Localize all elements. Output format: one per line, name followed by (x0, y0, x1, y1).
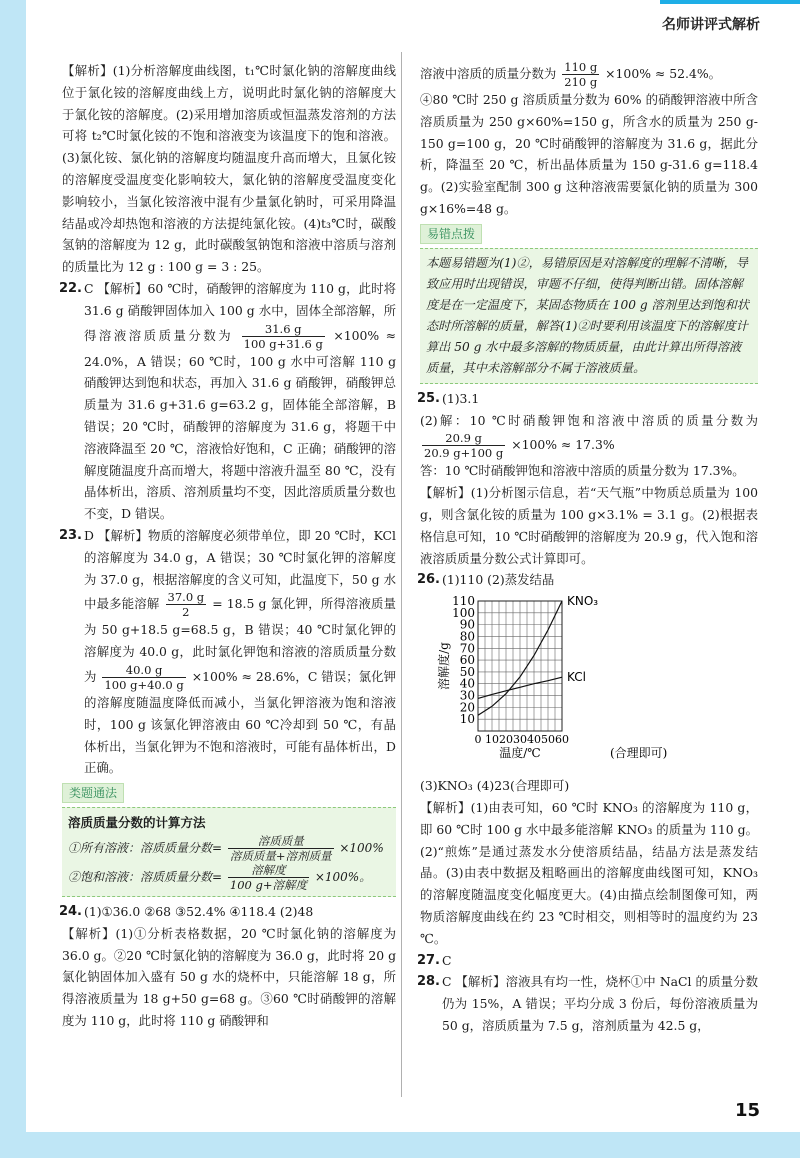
y-tick-label: 10 (459, 712, 475, 727)
method-tag: 类题通法 (62, 783, 124, 803)
method-formula-1 (68, 834, 390, 863)
x-tick-label: 20 (499, 733, 513, 747)
fraction-denominator: 溶质质量+溶剂质量 (229, 848, 332, 863)
x-tick-label: 10 (485, 733, 499, 747)
fraction-numerator: 溶解度 (228, 863, 309, 878)
question-number: 22. (58, 280, 82, 296)
fraction-denominator: 20.9 g+100 g (424, 446, 504, 461)
solubility-chart-container (420, 593, 758, 773)
x-tick-label: 40 (527, 733, 541, 747)
fraction-denominator: 2 (182, 605, 190, 620)
tip-tag: 易错点拨 (420, 224, 482, 244)
y-tick-label: 20 (459, 700, 475, 715)
question-number: 24. (58, 903, 82, 919)
left-column (58, 60, 397, 1032)
header-stripe (660, 0, 800, 4)
series-label: KCl (567, 670, 586, 685)
q25-answer-statement: 答：10 ℃时硝酸钾饱和溶液中溶质的质量分数为 17.3%。 (420, 463, 745, 479)
series-label: KNO₃ (567, 594, 599, 609)
q22-fraction (242, 322, 325, 351)
y-tick-label: 30 (459, 688, 475, 703)
question-number: 26. (416, 572, 440, 588)
column-divider (401, 52, 402, 1097)
q23-fraction-1 (166, 590, 207, 619)
method-box (62, 807, 396, 897)
y-tick-label: 60 (459, 653, 475, 668)
question-23 (58, 525, 397, 779)
x-tick-label: 0 (474, 733, 482, 747)
right-column (416, 60, 758, 1037)
formula-tail: ×100% (339, 840, 384, 855)
page-number: 15 (734, 1100, 760, 1121)
question-number: 28. (416, 974, 440, 990)
q25-answer: (1)3.1 (442, 390, 480, 406)
q24-answer: (1)①36.0 ②68 ③52.4% ④118.4 (2)48 (84, 903, 314, 919)
x-tick-label: 60 (555, 733, 569, 747)
q21-analysis: 【解析】(1)分析溶解度曲线图，t₁℃时氯化钠的溶解度曲线位于氯化铵的溶解度曲线上方，说明此时氯化钠的溶解度大于氯化铵的溶解度。(2)采用增加溶质或恒温蒸发溶剂的方法可将 t₂℃时氯化铵的不饱和溶液变为该温度下的饱和溶液。(3)氯化铵、氯化钠的溶解度均随温度升高而增大，且氯化铵的溶解度受温度变化影响较大，氯化钠的溶解度受温度变化影响较小，当氯化铵溶液中混有少量氯化钠时，可采用降温结晶或冷却热饱和溶液的方法提纯氯化铵。(4)t₃℃时，碳酸氢钠的溶解度为 12 g，此时碳酸氢钠饱和溶液中溶质与溶剂的质量比为 12 g : 100 g = 3 : 25。 (62, 63, 396, 275)
q25-fraction (422, 431, 505, 460)
q23-text-b: = 18.5 g 氯化钾，所得溶液质量为 50 g+18.5 g=68.5 g，B 错误；40 ℃时氯化钾的溶解度为 40.0 g，此时氯化钾饱和溶液的溶质质量分数为 (84, 596, 397, 684)
fraction-denominator: 100 g+31.6 g (243, 336, 323, 351)
q23-text-c: ×100% ≈ 28.6%，C 错误；氯化钾的溶解度随温度降低而减小，当氯化钾溶液为饱和溶液时，100 g 该氯化钾溶液由 60 ℃冷却到 50 ℃，有晶体析出，当氯化钾为不饱和溶液时，可能有晶体析出，D 正确。 (84, 668, 396, 776)
q26-answer-2: (3)KNO₃ (4)23(合理即可) (420, 778, 570, 794)
solubility-chart (420, 593, 758, 773)
question-number: 27. (416, 952, 440, 968)
question-26 (416, 569, 758, 591)
question-24 (58, 901, 396, 923)
method-formula-2 (68, 863, 390, 892)
q27-answer: C (442, 952, 452, 968)
q22-text-b: ×100% ≈ 24.0%，A 错误；60 ℃时，100 g 水中可溶解 110 g 硝酸钾达到饱和状态，再加入 31.6 g 硝酸钾，硝酸钾总质量为 31.6 g+31.6 g=63.2 g，固体能全部溶解，B 错误；20 ℃时，硝酸钾的溶解度为 31.6 g，将题干中溶液降温至 20 ℃，溶液恰好饱和，C 正确；硝酸钾的溶解度随温度升高而增大，将题中溶液升温至 80 ℃，没有晶体析出，溶质、溶剂质量均不变，因此溶质质量分数也不变，D 错误。 (84, 327, 396, 522)
q25-analysis: 【解析】(1)分析图示信息，若“天气瓶”中物质总质量为 100 g，则含氯化铵的质量为 100 g×3.1% = 3.1 g。(2)根据表格信息可知，10 ℃时硝酸钾的溶解度为 20.9 g，代入饱和溶液溶质质量分数公式计算即可。 (420, 485, 758, 566)
fraction-numerator: 110 g (564, 60, 598, 74)
fraction-denominator: 100 g+溶解度 (229, 877, 307, 892)
y-tick-label: 50 (459, 665, 475, 680)
question-27 (416, 950, 758, 972)
y-tick-label: 80 (459, 629, 475, 644)
running-header: 名师讲评式解析 (662, 17, 760, 33)
method-title: 溶质质量分数的计算方法 (68, 815, 206, 831)
q26-analysis: 【解析】(1)由表可知，60 ℃时 KNO₃ 的溶解度为 110 g，即 60 ℃时 100 g 水中最多能溶解 KNO₃ 的质量为 110 g。(2)“煎炼”是通过蒸发水分使溶质结晶，结晶方法是蒸发结晶。(3)由表中数据及粗略画出的溶解度曲线图可知，KNO₃ 的溶解度随温度变化幅度更大。(4)由描点绘制图像可知，两物质溶解度曲线在约 23 ℃时相交，则相等时的温度约为 23 ℃。 (420, 799, 758, 946)
q24-analysis: 【解析】(1)①分析表格数据，20 ℃时氯化钠的溶解度为 36.0 g。②20 ℃时氯化钠的溶解度为 36.0 g，此时将 20 g 氯化钠固体加入盛有 50 g 水的烧杯中，只能溶解 18 g，所得溶液质量为 18 g+50 g=68 g。③60 ℃时硝酸钾的溶解度为 110 g，此时将 110 g 硝酸钾和 (62, 925, 396, 1028)
bottom-decorative-band (0, 1132, 800, 1158)
question-number: 25. (416, 390, 440, 406)
q24-fraction (562, 60, 599, 89)
fraction-numerator: 40.0 g (102, 663, 185, 678)
fraction-numerator: 20.9 g (422, 431, 505, 446)
y-tick-label: 100 (452, 605, 475, 620)
fraction-denominator: 210 g (564, 75, 598, 89)
y-tick-label: 110 (452, 594, 475, 609)
fraction-denominator: 100 g+40.0 g (104, 677, 184, 692)
y-tick-label: 70 (459, 641, 475, 656)
left-decorative-band (0, 0, 26, 1158)
question-28 (416, 971, 758, 1036)
chart-note: (合理即可) (610, 746, 668, 761)
q26-answer: (1)110 (2)蒸发结晶 (442, 572, 555, 588)
q24-cont-text-a: 溶液中溶质的质量分数为 (420, 66, 557, 81)
question-25 (416, 388, 758, 410)
fraction-numerator: 37.0 g (167, 590, 205, 605)
q23-fraction-2 (102, 663, 185, 692)
y-tick-label: 90 (459, 617, 475, 632)
question-number: 23. (58, 527, 82, 543)
q23-text-a: D 【解析】物质的溶解度必须带单位，即 20 ℃时，KCl 的溶解度为 34.0 g，A 错误；30 ℃时氯化钾的溶解度为 37.0 g，根据溶解度的含义可知，此温度下，50 g 水中最多能溶解 (84, 527, 396, 612)
formula-tail: ×100%。 (314, 869, 372, 884)
y-tick-label: 40 (459, 676, 475, 691)
y-axis-label: 溶解度/g (437, 642, 451, 691)
tip-box: 本题易错题为(1)②，易错原因是对溶解度的理解不清晰，导致应用时出现错误，审题不仔细，使得判断出错。固体溶解度是在一定温度下，某固态物质在 100 g 溶剂里达到饱和状态时所溶解的质量，解答(1)②时要利用该温度下的溶解度计算出 50 g 水中最多溶解的物质质量，由此计算出所得溶液质量，其中未溶解部分不属于溶液质量。 (420, 248, 758, 384)
q25-solution (420, 410, 758, 461)
x-tick-label: 50 (541, 733, 555, 747)
q24-cont-text-b: ×100% ≈ 52.4%。 (605, 66, 721, 81)
formula-fraction (228, 863, 309, 892)
q25-text-c: ×100% ≈ 17.3% (511, 437, 615, 453)
q25-text-b: (2)解：10 ℃时硝酸钾饱和溶液中溶质的质量分数为 (420, 412, 758, 428)
fraction-numerator: 31.6 g (242, 322, 325, 337)
formula-fraction (228, 834, 334, 863)
formula-label: ②饱和溶液：溶质质量分数= (68, 869, 223, 884)
q22-text-a: C 【解析】60 ℃时，硝酸钾的溶解度为 110 g，此时将 31.6 g 硝酸钾固体加入 100 g 水中，固体全部溶解，所得溶液溶质质量分数为 (84, 280, 396, 343)
q24-part4: ④80 ℃时 250 g 溶质质量分数为 60% 的硝酸钾溶液中所含溶质质量为 250 g×60%=150 g，所含水的质量为 250 g-150 g=100 g，20 ℃时硝酸钾的溶解度为 31.6 g，据此分析，降温至 20 ℃，析出晶体质量为 150 g-31.6 g=118.4 g。(2)实验室配制 300 g 这种溶液需要氯化钠的质量为 300 g×16%=48 g。 (420, 92, 758, 216)
formula-label: ①所有溶液：溶质质量分数= (68, 840, 223, 855)
x-tick-label: 30 (513, 733, 527, 747)
question-22 (58, 278, 396, 525)
x-axis-label: 温度/℃ (499, 746, 541, 761)
q28-answer: C 【解析】溶液具有均一性，烧杯①中 NaCl 的质量分数仍为 15%，A 错误；平均分成 3 份后，每份溶液质量为 50 g，溶质质量为 7.5 g，溶剂质量为 42.5 g， (442, 974, 758, 1033)
q24-continued (420, 60, 758, 89)
fraction-numerator: 溶质质量 (228, 834, 334, 849)
